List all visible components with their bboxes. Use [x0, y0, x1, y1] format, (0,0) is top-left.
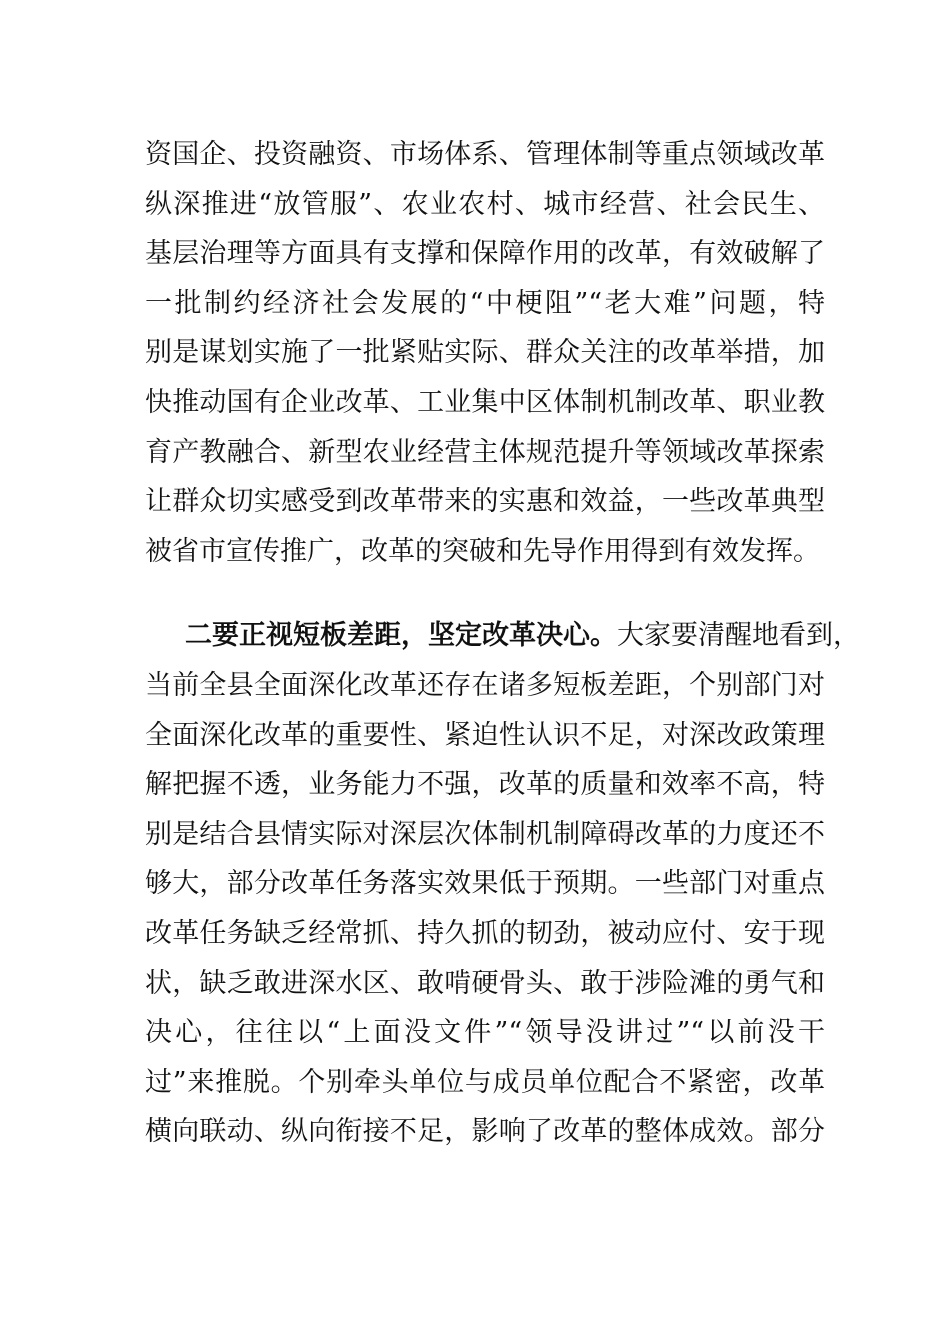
paragraph-2 — [145, 611, 860, 1157]
document-body — [145, 130, 860, 1157]
paragraph-spacer — [145, 576, 825, 611]
text-line: 别是谋划实施了一批紧贴实际、群众关注的改革举措，加 — [145, 337, 825, 369]
text-line: 育产教融合、新型农业经营主体规范提升等领域改革探索 — [145, 436, 825, 468]
text-line: 一批制约经济社会发展的“中梗阻”“老大难”问题，特 — [145, 287, 825, 319]
text-line: 纵深推进“放管服”、农业农村、城市经营、社会民生、 — [145, 188, 825, 220]
text-line: 决心，往往以“上面没文件”“领导没讲过”“以前没干 — [145, 1017, 825, 1049]
text-line: 资国企、投资融资、市场体系、管理体制等重点领域改革 — [145, 139, 825, 170]
text-line: 当前全县全面深化改革还存在诸多短板差距，个别部门对 — [145, 669, 825, 701]
text-line: 让群众切实感受到改革带来的实惠和效益，一些改革典型 — [145, 486, 825, 518]
paragraph-2-first-line — [145, 611, 860, 661]
text-line: 快推动国有企业改革、工业集中区体制机制改革、职业教 — [145, 386, 825, 418]
text-line: 全面深化改革的重要性、紧迫性认识不足，对深改政策理 — [145, 719, 825, 751]
section-heading: 二要正视短板差距，坚定改革决心。 — [185, 620, 617, 652]
text-line: 改革任务缺乏经常抓、持久抓的韧劲，被动应付、安于现 — [145, 917, 825, 949]
text-line: 基层治理等方面具有支撑和保障作用的改革，有效破解了 — [145, 238, 825, 270]
text-line: 被省市宣传推广，改革的突破和先导作用得到有效发挥。 — [145, 535, 820, 567]
text-line: 状，缺乏敢进深水区、敢啃硬骨头、敢于涉险滩的勇气和 — [145, 967, 825, 999]
text-line: 解把握不透，业务能力不强，改革的质量和效率不高，特 — [145, 769, 825, 801]
paragraph-1 — [145, 130, 825, 576]
text-line: 横向联动、纵向衔接不足，影响了改革的整体成效。部分 — [145, 1116, 825, 1148]
heading-followup-text: 大家要清醒地看到， — [617, 620, 860, 652]
text-line: 别是结合县情实际对深层次体制机制障碍改革的力度还不 — [145, 818, 825, 850]
text-line: 够大，部分改革任务落实效果低于预期。一些部门对重点 — [145, 868, 825, 900]
text-line: 过”来推脱。个别牵头单位与成员单位配合不紧密，改革 — [145, 1066, 825, 1098]
